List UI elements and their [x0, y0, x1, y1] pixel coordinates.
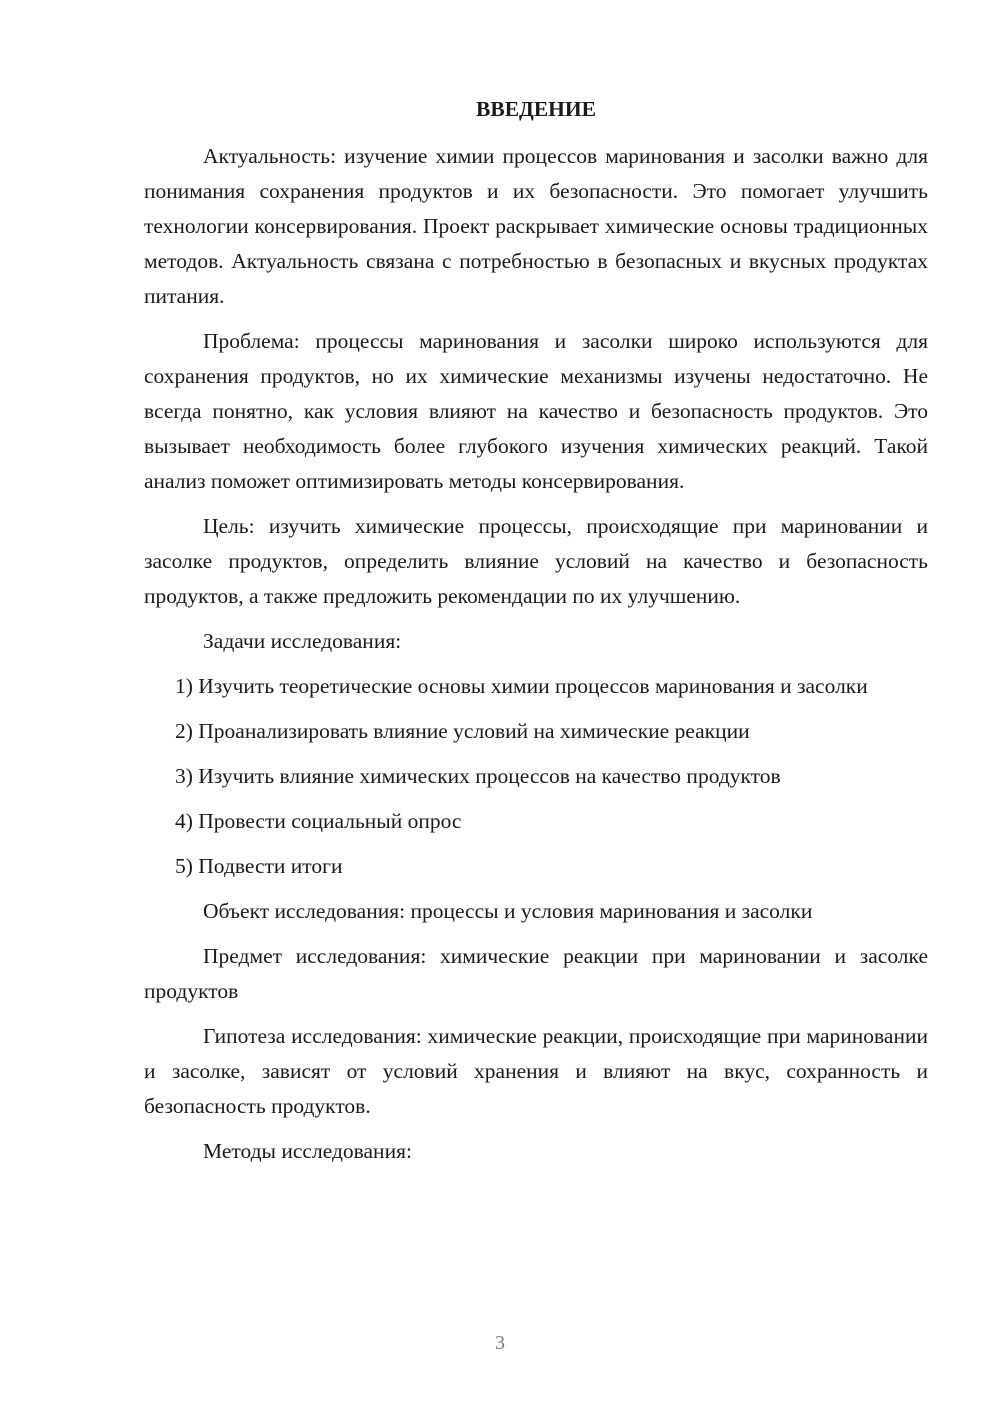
- task-item-4: 4) Провести социальный опрос: [175, 809, 462, 833]
- tasks-heading: Задачи исследования:: [203, 629, 402, 653]
- hypothesis-paragraph: Гипотеза исследования: химические реакции, происходящие при мариновании и засолке, зависят от условий хранения и влияют на вкус, сохранность и безопасность продуктов.: [144, 1024, 928, 1118]
- task-item-5: 5) Подвести итоги: [175, 854, 343, 878]
- problem-paragraph: Проблема: процессы маринования и засолки широко используются для сохранения продуктов, но их химические механизмы изучены недостаточно. Не всегда понятно, как условия влияют на качество и безопасность продуктов. Это вызывает необходимость более глубокого изучения химических реакций. Такой анализ поможет оптимизировать методы консервирования.: [144, 329, 928, 493]
- methods-heading: Методы исследования:: [203, 1139, 412, 1163]
- goal-paragraph: Цель: изучить химические процессы, происходящие при мариновании и засолке продуктов, определить влияние условий на качество и безопасность продуктов, а также предложить рекомендации по их улучшению.: [144, 514, 928, 608]
- subject-paragraph: Предмет исследования: химические реакции при мариновании и засолке продуктов: [144, 944, 928, 1003]
- page-title: ВВЕДЕНИЕ: [476, 97, 596, 121]
- task-item-2: 2) Проанализировать влияние условий на химические реакции: [175, 719, 750, 743]
- page-number: 3: [495, 1332, 505, 1354]
- document-page: [144, 92, 928, 1179]
- relevance-paragraph: Актуальность: изучение химии процессов маринования и засолки важно для понимания сохранения продуктов и их безопасности. Это помогает улучшить технологии консервирования. Проект раскрывает химические основы традиционных методов. Актуальность связана с потребностью в безопасных и вкусных продуктах питания.: [144, 144, 928, 308]
- task-item-1: 1) Изучить теоретические основы химии процессов маринования и засолки: [175, 674, 868, 698]
- task-item-3: 3) Изучить влияние химических процессов на качество продуктов: [175, 764, 781, 788]
- object-paragraph: Объект исследования: процессы и условия маринования и засолки: [203, 899, 813, 923]
